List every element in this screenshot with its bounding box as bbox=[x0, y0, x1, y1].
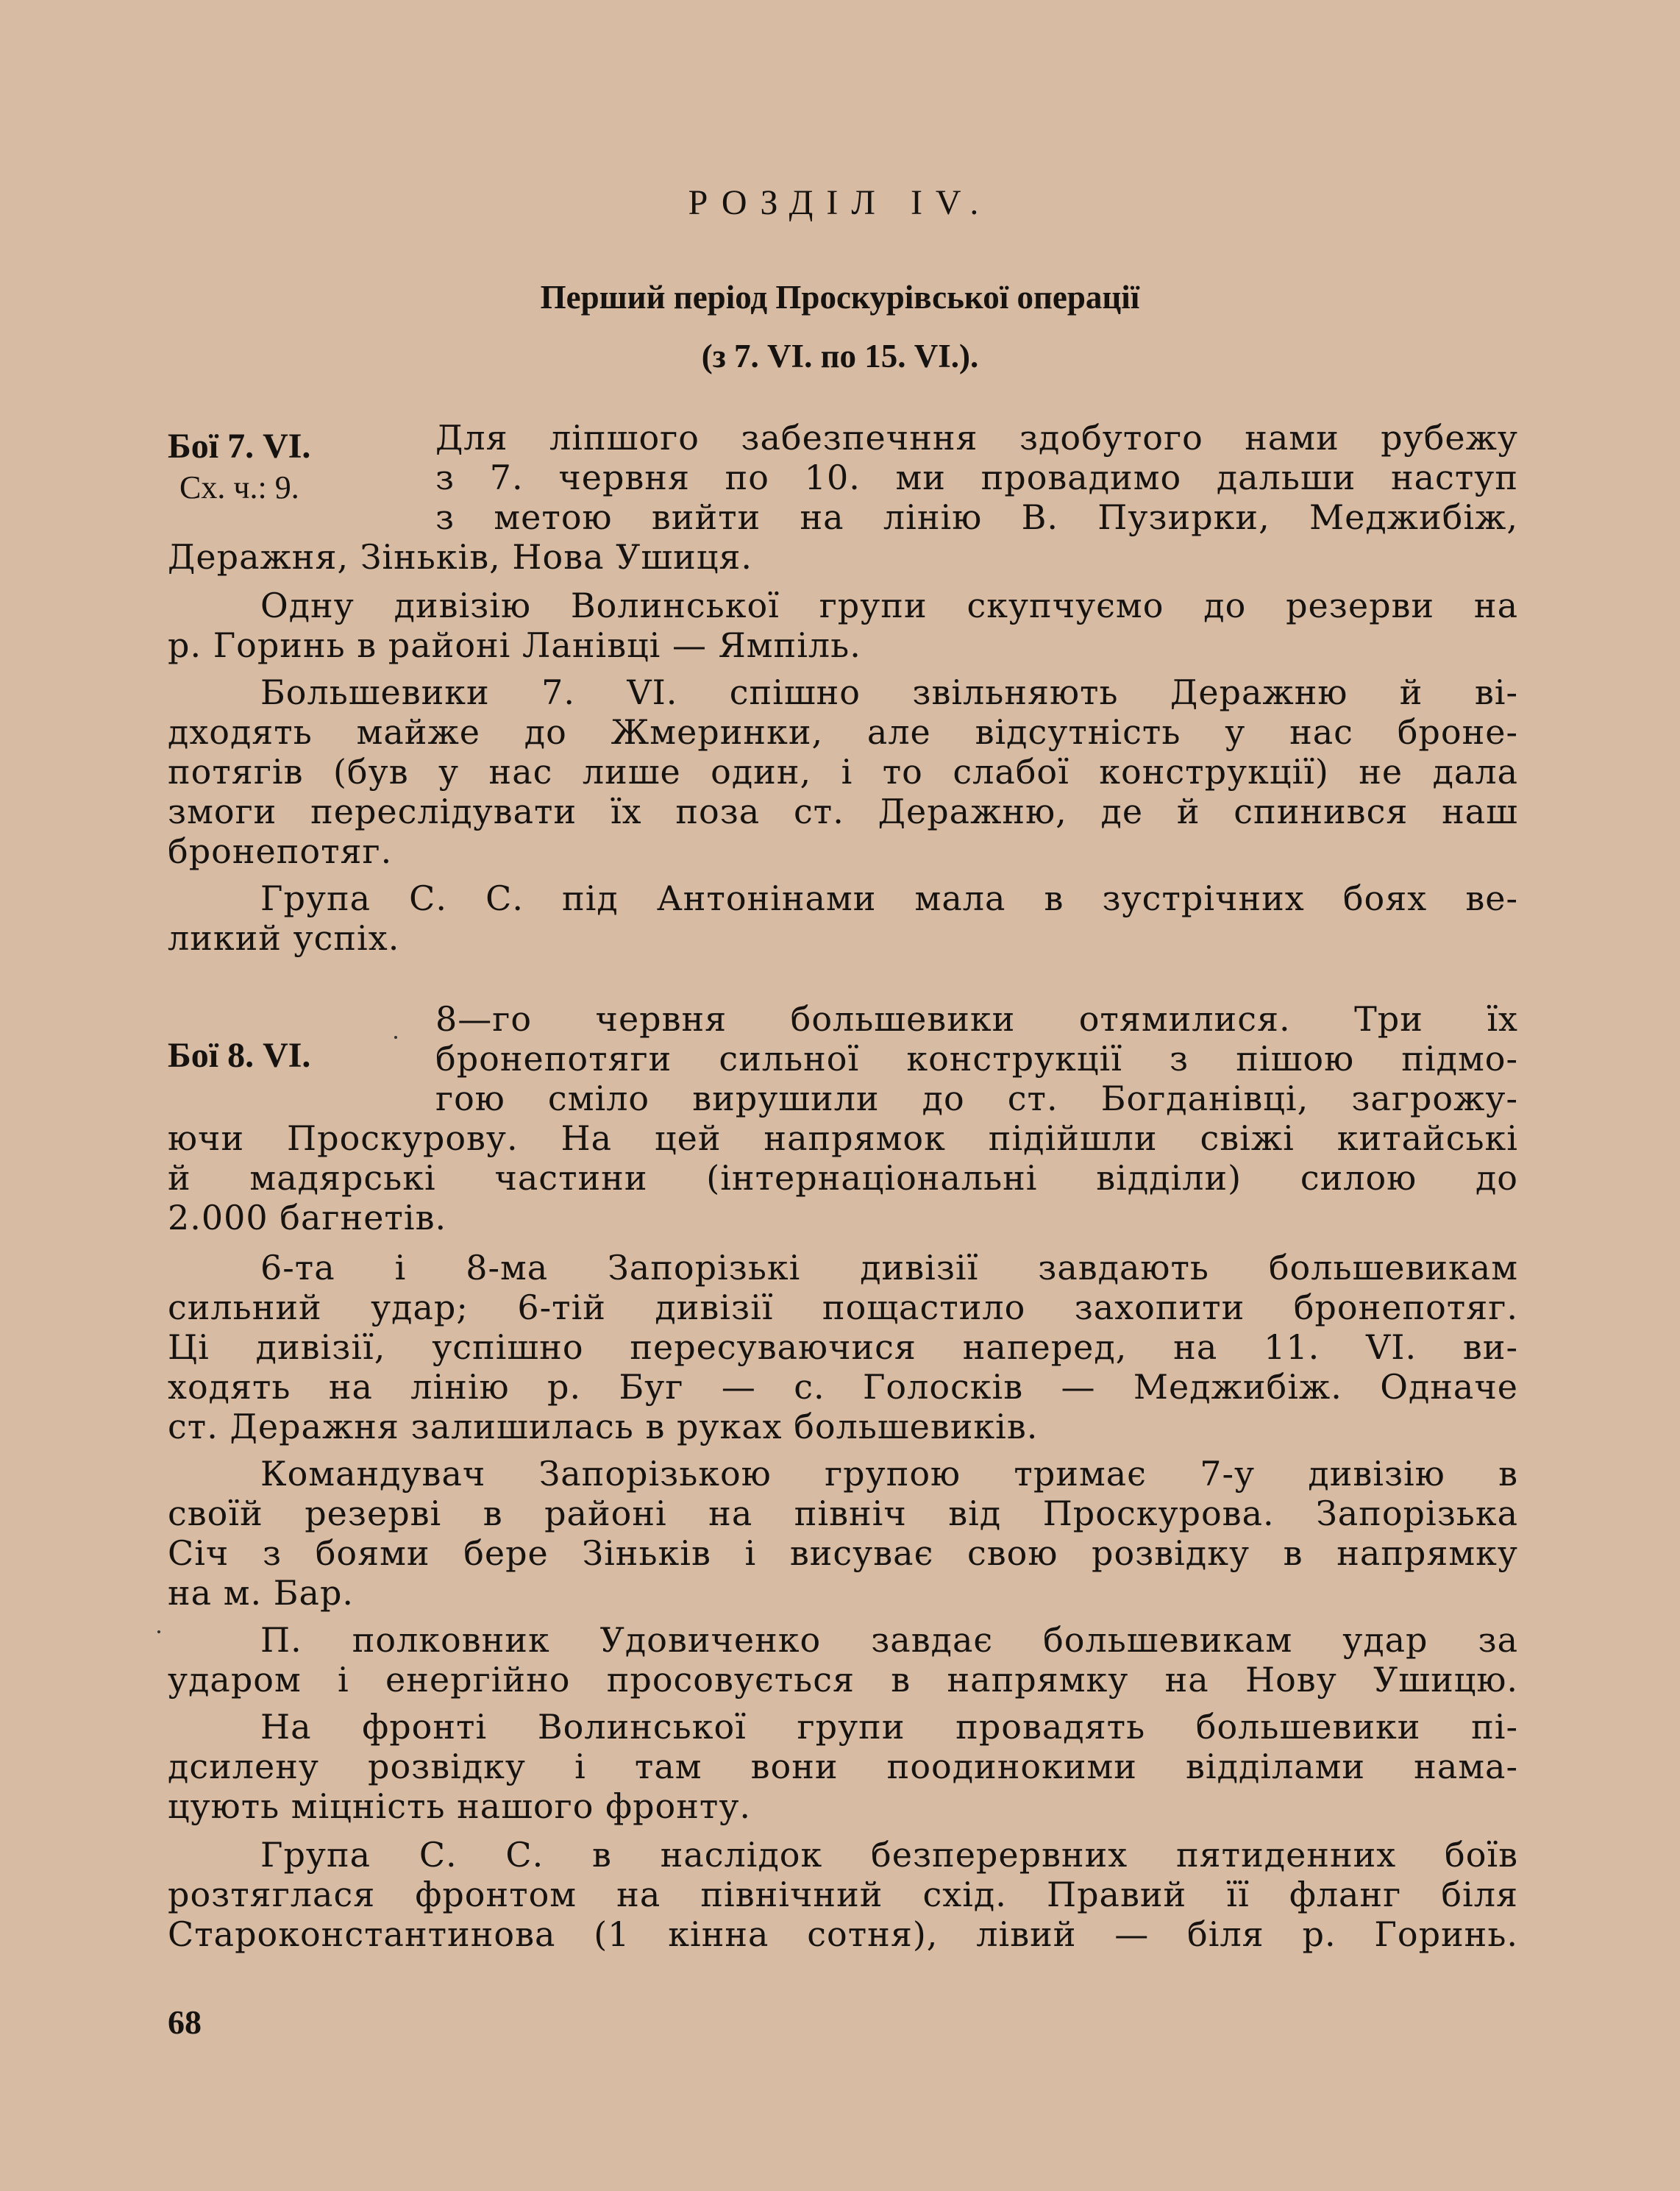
margin-note-map-ref: Сх. ч.: 9. bbox=[179, 469, 299, 505]
text-line: бронепотяг. bbox=[168, 831, 393, 871]
text-line: 2.000 багнетів. bbox=[168, 1198, 447, 1237]
chapter-heading: РОЗДІЛ IV. bbox=[688, 183, 992, 222]
text-line: Командувач Запорізькою групою тримає 7-у дивізію в bbox=[260, 1454, 1518, 1494]
text-line: Одну дивізію Волинської групи скупчуємо до резерви на bbox=[260, 586, 1518, 625]
paragraph-zaporizhian-strike bbox=[168, 1248, 1518, 1446]
text-line: Ці дивізії, успішно пересуваючися наперед, на 11. VI. ви- bbox=[168, 1327, 1518, 1367]
text-line: На фронті Волинської групи провадять большевики пі- bbox=[260, 1707, 1518, 1747]
paragraph-reserve bbox=[168, 586, 1518, 665]
margin-note-battle-8: Бої 8. VI. bbox=[168, 1036, 311, 1075]
text-line: Група С. С. під Антонінами мала в зустрічних боях ве- bbox=[260, 878, 1518, 918]
text-line: дходять майже до Жмеринки, але відсутність у нас броне- bbox=[168, 712, 1518, 752]
section-title: Перший період Проскурівської операції bbox=[540, 279, 1140, 316]
paragraph-group-ss bbox=[168, 878, 1518, 958]
section-title-dates: (з 7. VI. по 15. VI.). bbox=[701, 338, 979, 374]
print-speck bbox=[157, 1630, 160, 1633]
paragraph-udovychenko bbox=[168, 1620, 1518, 1700]
text-line: ликий успіх. bbox=[168, 918, 400, 958]
text-line: своїй резерві в районі на північ від Проскурова. Запорізька bbox=[168, 1494, 1518, 1533]
text-line: Січ з боями бере Зіньків і висуває свою розвідку в напрямку bbox=[168, 1533, 1518, 1573]
text-line: гою сміло вирушили до ст. Богданівці, загрожу- bbox=[435, 1079, 1518, 1118]
text-line: змоги переслідувати їх поза ст. Деражню, де й спинився наш bbox=[168, 792, 1518, 831]
text-line: розтяглася фронтом на північний схід. Правий її фланг біля bbox=[168, 1875, 1518, 1914]
page-number: 68 bbox=[168, 2003, 202, 2041]
text-line: дсилену розвідку і там вони поодинокими відділами нама- bbox=[168, 1747, 1518, 1786]
text-line: на м. Бар. bbox=[168, 1573, 355, 1613]
text-line: бронепотяги сильної конструкції з пішою підмо- bbox=[435, 1039, 1518, 1079]
text-line: потягів (був у нас лише один, і то слабої конструкції) не дала bbox=[168, 752, 1518, 792]
text-line: з 7. червня по 10. ми провадимо дальши наступ bbox=[435, 458, 1518, 497]
text-line: 8—го червня большевики отямилися. Три їх bbox=[435, 999, 1518, 1039]
text-line: Група С. С. в наслідок безперервних пятиденних боїв bbox=[260, 1835, 1518, 1875]
margin-note-battle-7: Бої 7. VI. bbox=[168, 427, 311, 466]
text-line: 6-та і 8-ма Запорізькі дивізії завдають большевикам bbox=[260, 1248, 1518, 1288]
paragraph-bolsheviks-retreat bbox=[168, 672, 1518, 871]
text-line: ударом і енергійно просовується в напрямку на Нову Ушицю. bbox=[168, 1660, 1518, 1700]
text-line: П. полковник Удовиченко завдає большевикам удар за bbox=[260, 1620, 1518, 1660]
text-line: Староконстантинова (1 кінна сотня), лівий — біля р. Горинь. bbox=[168, 1914, 1518, 1954]
text-line: Для ліпшого забезпечння здобутого нами рубежу bbox=[435, 418, 1518, 458]
paragraph-commander bbox=[168, 1454, 1518, 1613]
section-1-text bbox=[168, 418, 1518, 577]
text-line: ючи Проскурову. На цей напрямок підійшли свіжі китайські bbox=[168, 1118, 1518, 1158]
text-line: сильний удар; 6-тій дивізії пощастило захопити бронепотяг. bbox=[168, 1288, 1518, 1327]
text-line: з метою вийти на лінію В. Пузирки, Меджибіж, bbox=[435, 497, 1518, 537]
paragraph-group-ss-front bbox=[168, 1835, 1518, 1954]
section-2-text bbox=[168, 999, 1518, 1237]
text-line: Большевики 7. VI. спішно звільняють Деражню й ві- bbox=[260, 672, 1518, 712]
text-line: р. Горинь в районі Ланівці — Ямпіль. bbox=[168, 625, 861, 665]
print-speck bbox=[394, 1036, 397, 1039]
text-line: ходять на лінію р. Буг — с. Голосків — Меджибіж. Одначе bbox=[168, 1367, 1518, 1407]
text-line: й мадярські частини (інтернаціональні відділи) силою до bbox=[168, 1158, 1518, 1198]
text-line: ст. Деражня залишилась в руках большевиків. bbox=[168, 1407, 1039, 1446]
text-line: Деражня, Зіньків, Нова Ушиця. bbox=[168, 537, 753, 577]
text-line: цують міцність нашого фронту. bbox=[168, 1786, 752, 1826]
paragraph-volyn-front bbox=[168, 1707, 1518, 1826]
